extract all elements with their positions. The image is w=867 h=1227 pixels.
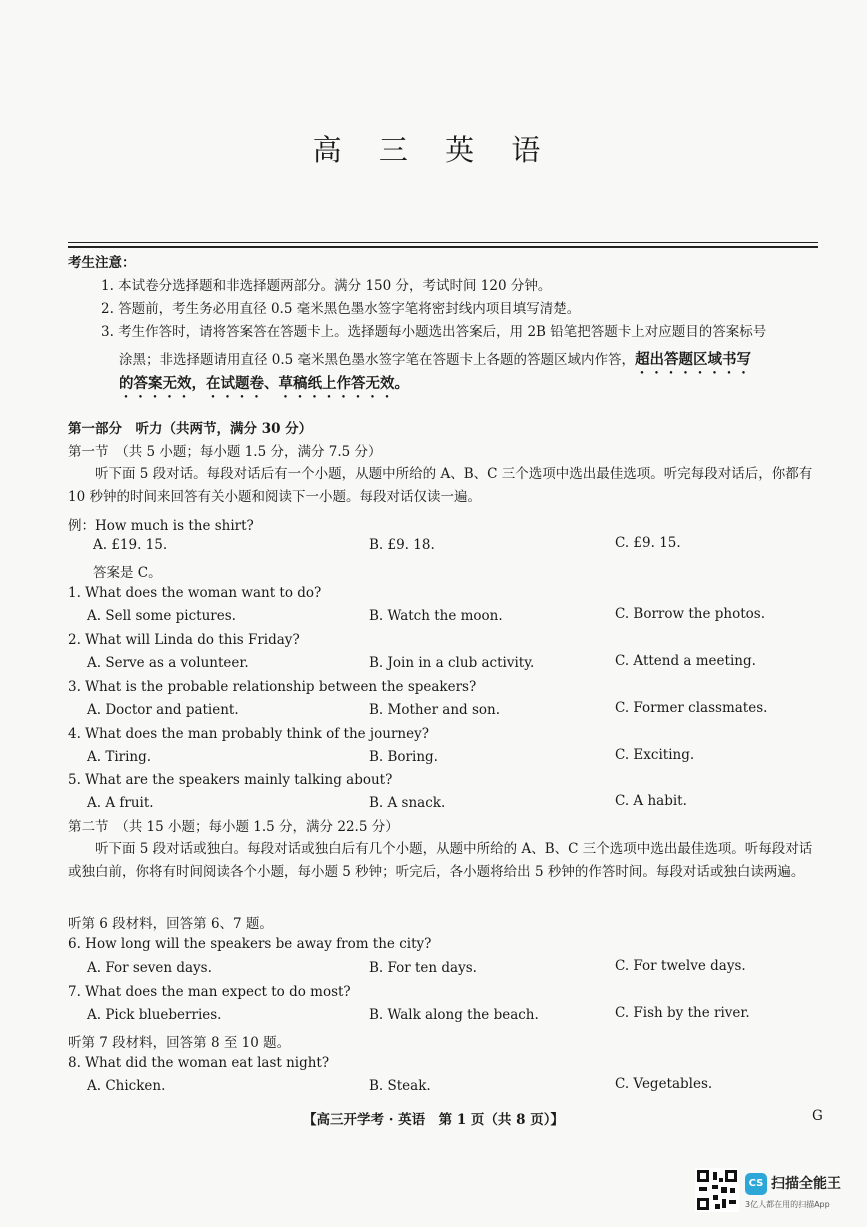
title-rule-thin [68, 242, 818, 243]
q6-option-a: A. For seven days. [87, 960, 212, 976]
q5-option-b: B. A snack. [369, 795, 446, 811]
q7-option-a: A. Pick blueberries. [87, 1007, 222, 1023]
q2-option-b: B. Join in a club activity. [369, 655, 535, 671]
notice-emphasis-2: 的答案无效，在试题卷、草稿纸上作答无效。 [119, 375, 409, 392]
notice-item-3b-text: 涂黑；非选择题请用直径 0.5 毫米黑色墨水签字笔在答题卡上各题的答题区域内作答， [119, 352, 636, 368]
question-7: 7. What does the man expect to do most? [68, 984, 351, 1000]
title-rule-thick [68, 246, 818, 248]
example-option-b: B. £9. 18. [369, 537, 435, 553]
part1-heading: 第一部分 听力（共两节，满分 30 分） [68, 421, 313, 437]
question-3: 3. What is the probable relationship between the speakers? [68, 679, 477, 695]
paper-version-mark: G [812, 1108, 823, 1124]
example-answer: 答案是 C。 [93, 565, 162, 581]
page-title: 高 三 英 语 [312, 133, 555, 167]
q4-option-b: B. Boring. [369, 749, 438, 765]
q2-option-c: C. Attend a meeting. [615, 653, 756, 669]
q5-option-a: A. A fruit. [87, 795, 154, 811]
q4-option-a: A. Tiring. [87, 749, 152, 765]
example-option-a: A. £19. 15. [93, 537, 168, 553]
section2-heading: 第二节 （共 15 小题；每小题 1.5 分，满分 22.5 分） [68, 819, 399, 835]
section2-instruction: 听下面 5 段对话或独白。每段对话或独白后有几个小题，从题中所给的 A、B、C 三个选项中选出最佳选项。听每段对话或独白前，你将有时间阅读各个小题，每小题 5 秒钟；听完后，各小题将给出 5 秒钟的作答时间。每段对话或独白读两遍。 [68, 841, 813, 880]
example-question: 例：How much is the shirt? [68, 518, 254, 534]
section1-heading: 第一节 （共 5 小题；每小题 1.5 分，满分 7.5 分） [68, 444, 382, 460]
question-8: 8. What did the woman eat last night? [68, 1055, 330, 1071]
scanner-logo-icon: CS [745, 1173, 767, 1195]
example-option-c: C. £9. 15. [615, 535, 681, 551]
q3-option-b: B. Mother and son. [369, 702, 501, 718]
q7-option-c: C. Fish by the river. [615, 1005, 750, 1021]
material-7-label: 听第 7 段材料，回答第 8 至 10 题。 [68, 1035, 291, 1051]
q3-option-a: A. Doctor and patient. [87, 702, 239, 718]
q8-option-a: A. Chicken. [87, 1078, 166, 1094]
notice-item-3b [119, 350, 751, 377]
page-footer: 【高三开学考 · 英语 第 1 页（共 8 页）】 [303, 1112, 564, 1128]
q7-option-b: B. Walk along the beach. [369, 1007, 539, 1023]
qr-code-icon [695, 1168, 739, 1212]
scanner-app-name: 扫描全能王 [771, 1176, 841, 1192]
material-6-label: 听第 6 段材料，回答第 6、7 题。 [68, 916, 273, 932]
q5-option-c: C. A habit. [615, 793, 687, 809]
q8-option-c: C. Vegetables. [615, 1076, 713, 1092]
question-5: 5. What are the speakers mainly talking about? [68, 772, 393, 788]
section1-instruction: 听下面 5 段对话。每段对话后有一个小题，从题中所给的 A、B、C 三个选项中选出最佳选项。听完每段对话后，你都有 10 秒钟的时间来回答有关小题和阅读下一小题。每段对话仅读一遍。 [68, 466, 813, 505]
notice-emphasis-1: 超出答题区域书写 [635, 351, 752, 368]
q2-option-a: A. Serve as a volunteer. [87, 655, 249, 671]
question-4: 4. What does the man probably think of the journey? [68, 726, 429, 742]
q4-option-c: C. Exciting. [615, 747, 695, 763]
q3-option-c: C. Former classmates. [615, 700, 768, 716]
q1-option-c: C. Borrow the photos. [615, 606, 765, 622]
question-2: 2. What will Linda do this Friday? [68, 632, 300, 648]
q1-option-a: A. Sell some pictures. [87, 608, 236, 624]
notice-item-3a: 3. 考生作答时，请将答案答在答题卡上。选择题每小题选出答案后，用 2B 铅笔把答题卡上对应题目的答案标号 [101, 324, 767, 340]
question-1: 1. What does the woman want to do? [68, 585, 322, 601]
q6-option-c: C. For twelve days. [615, 958, 746, 974]
question-6: 6. How long will the speakers be away from the city? [68, 936, 432, 952]
q8-option-b: B. Steak. [369, 1078, 431, 1094]
q1-option-b: B. Watch the moon. [369, 608, 503, 624]
scanner-tagline: 3亿人都在用的扫描App [745, 1200, 830, 1209]
notice-item-1: 1. 本试卷分选择题和非选择题两部分。满分 150 分，考试时间 120 分钟。 [101, 278, 552, 294]
q6-option-b: B. For ten days. [369, 960, 477, 976]
notice-item-2: 2. 答题前，考生务必用直径 0.5 毫米黑色墨水签字笔将密封线内项目填写清楚。 [101, 301, 581, 317]
notice-heading: 考生注意： [68, 255, 136, 271]
